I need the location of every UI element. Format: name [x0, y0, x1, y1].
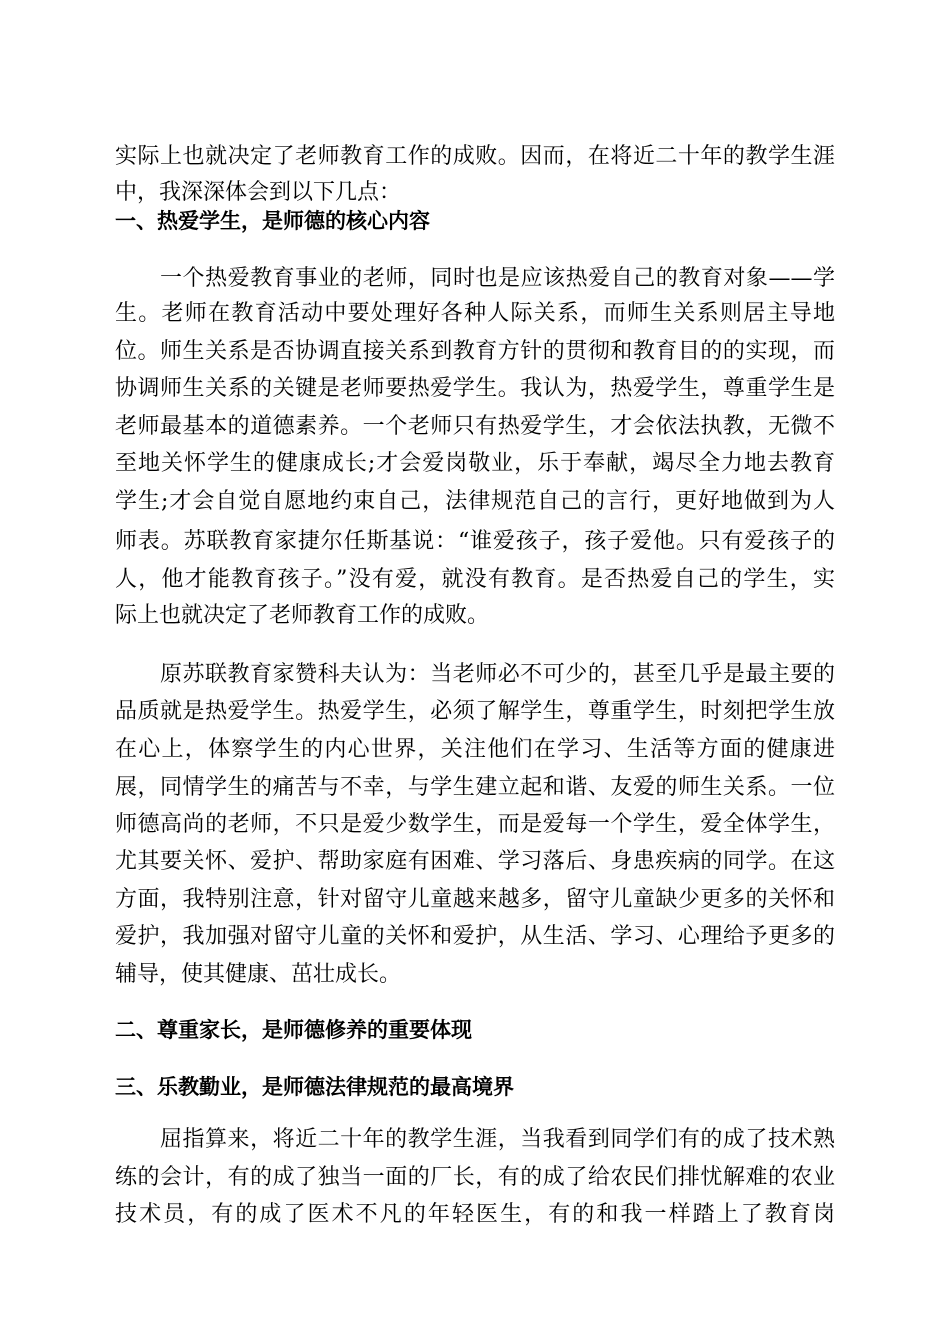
section-heading-2: 二、尊重家长，是师德修养的重要体现 [115, 1017, 472, 1042]
text-line: 辅导，使其健康、茁壮成长。 [115, 962, 402, 987]
text-line: 实际上也就决定了老师教育工作的成败。因而，在将近二十年的教学生涯 [115, 144, 835, 169]
text-line: 尤其要关怀、爱护、帮助家庭有困难、学习落后、身患疾病的同学。在这 [115, 849, 835, 874]
text-line: 原苏联教育家赞科夫认为：当老师必不可少的，甚至几乎是最主要的 [160, 662, 835, 687]
text-line: 品质就是热爱学生。热爱学生，必须了解学生，尊重学生，时刻把学生放 [115, 699, 835, 724]
text-line: 生。老师在教育活动中要处理好各种人际关系，而师生关系则居主导地 [115, 301, 835, 326]
text-line: 位。师生关系是否协调直接关系到教育方针的贯彻和教育目的的实现，而 [115, 339, 835, 364]
text-line: 学生;才会自觉自愿地约束自己，法律规范自己的言行，更好地做到为人 [115, 489, 835, 514]
text-line: 展，同情学生的痛苦与不幸，与学生建立起和谐、友爱的师生关系。一位 [115, 775, 835, 800]
section-heading-1: 一、热爱学生，是师德的核心内容 [115, 208, 430, 233]
text-line: 练的会计，有的成了独当一面的厂长，有的成了给农民们排忧解难的农业 [115, 1165, 835, 1190]
text-line: 师德高尚的老师，不只是爱少数学生，而是爱每一个学生，爱全体学生， [115, 812, 835, 837]
text-line: 屈指算来，将近二十年的教学生涯，当我看到同学们有的成了技术熟 [160, 1127, 835, 1152]
text-line: 老师最基本的道德素养。一个老师只有热爱学生，才会依法执教，无微不 [115, 414, 835, 439]
section-heading-3: 三、乐教勤业，是师德法律规范的最高境界 [115, 1074, 514, 1099]
text-line: 师表。苏联教育家捷尔任斯基说：“谁爱孩子，孩子爱他。只有爱孩子的 [115, 529, 835, 554]
text-line: 人，他才能教育孩子。”没有爱，就没有教育。是否热爱自己的学生，实 [115, 567, 835, 592]
text-line: 际上也就决定了老师教育工作的成败。 [115, 603, 490, 628]
text-line: 协调师生关系的关键是老师要热爱学生。我认为，热爱学生，尊重学生是 [115, 376, 835, 401]
text-line: 方面，我特别注意，针对留守儿童越来越多，留守儿童缺少更多的关怀和 [115, 887, 835, 912]
text-line: 技术员，有的成了医术不凡的年轻医生，有的和我一样踏上了教育岗 [115, 1202, 835, 1227]
text-line: 一个热爱教育事业的老师，同时也是应该热爱自己的教育对象——学 [160, 266, 835, 291]
text-line: 爱护，我加强对留守儿童的关怀和爱护，从生活、学习、心理给予更多的 [115, 924, 835, 949]
text-line: 中，我深深体会到以下几点： [115, 180, 402, 205]
text-line: 至地关怀学生的健康成长;才会爱岗敬业，乐于奉献，竭尽全力地去教育 [115, 451, 835, 476]
text-line: 在心上，体察学生的内心世界，关注他们在学习、生活等方面的健康进 [115, 737, 835, 762]
